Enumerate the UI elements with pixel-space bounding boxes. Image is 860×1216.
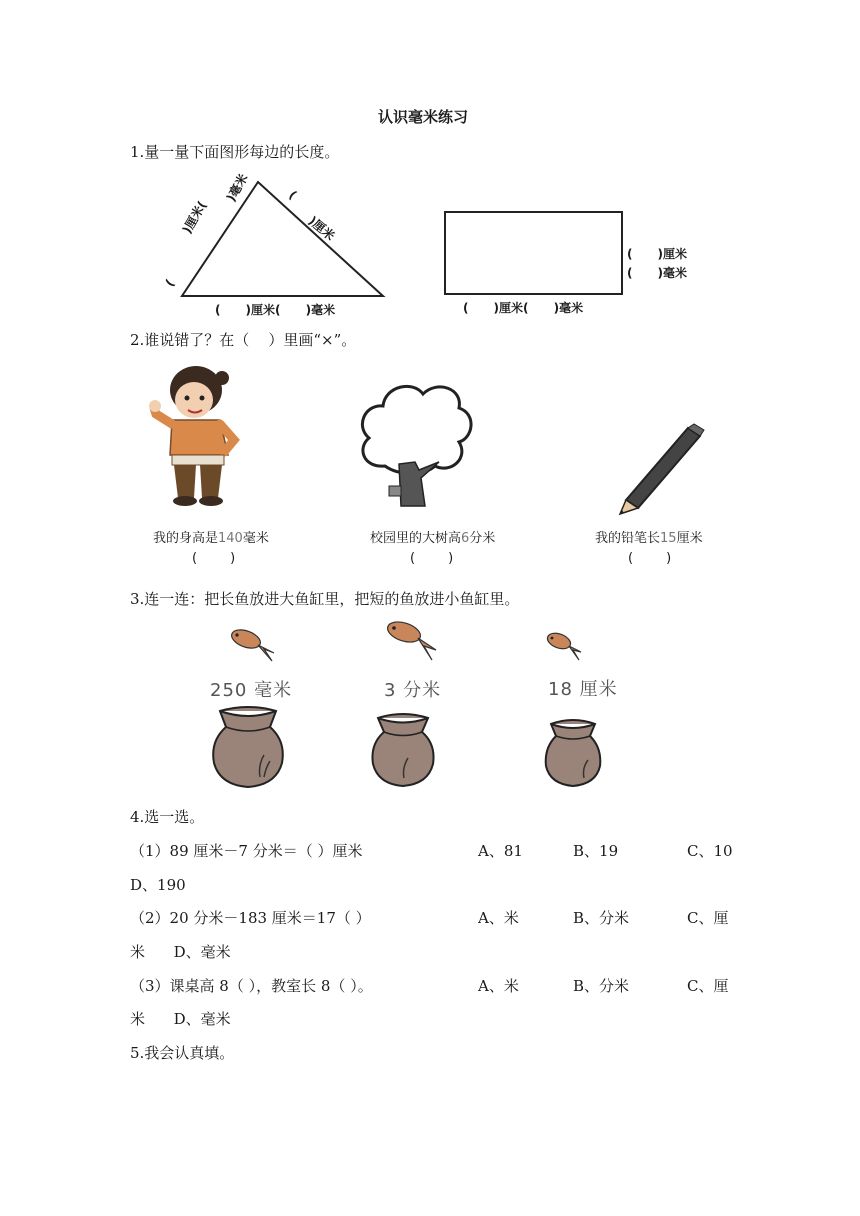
caption-text: 我的身高是 xyxy=(153,531,219,546)
tri-top-label: )毫米 xyxy=(223,171,251,204)
q4-item-3-option-a: A、米 xyxy=(478,977,519,995)
page-title: 认识毫米练习 xyxy=(378,108,469,126)
tri-right-paren-a: ( xyxy=(286,187,300,203)
question-4: 4.选一选。 xyxy=(130,808,205,826)
question-5: 5.我会认真填。 xyxy=(130,1044,235,1062)
q4-item-3-option-d: 米 D、毫米 xyxy=(130,1010,231,1028)
answer-paren-pencil: ( ) xyxy=(628,551,672,566)
caption-unit: 毫米 xyxy=(242,531,269,546)
fish-icon xyxy=(228,625,278,665)
fish-icon xyxy=(384,618,438,664)
rect-right-label-1: ( )厘米 xyxy=(627,247,688,261)
question-3: 3.连一连：把长鱼放进大鱼缸里，把短的鱼放进小鱼缸里。 xyxy=(130,590,520,608)
q4-item-1-option-a: A、81 xyxy=(478,842,523,860)
fishbowl-medium-icon xyxy=(368,712,438,788)
question-1: 1.量一量下面图形每边的长度。 xyxy=(130,143,340,161)
q4-item-3-option-c: C、厘 xyxy=(687,977,729,995)
q4-item-2-option-c: C、厘 xyxy=(687,909,729,927)
caption-number: 15 xyxy=(660,531,677,546)
fishbowl-small-icon xyxy=(542,718,604,788)
q4-item-1-option-d: D、190 xyxy=(130,876,186,894)
rectangle-figure xyxy=(445,212,622,294)
question-2: 2.谁说错了？在（ ）里画“×”。 xyxy=(130,331,357,349)
tri-left-paren-a: ( xyxy=(162,276,178,290)
caption-unit: 分米 xyxy=(469,531,496,546)
q4-item-2-option-a: A、米 xyxy=(478,909,519,927)
caption-number: 140 xyxy=(218,531,243,546)
fish-icon xyxy=(545,630,585,664)
tri-left-label: )厘米( xyxy=(179,198,210,236)
q4-item-1: （1）89 厘米－7 分米＝（ ）厘米 xyxy=(130,842,363,860)
fish-label-3: 18 厘米 xyxy=(548,679,618,700)
tri-bottom-label: ( )厘米( )毫米 xyxy=(215,303,336,317)
pencil-illustration xyxy=(612,420,712,520)
fishbowl-large-icon xyxy=(208,705,288,789)
rect-right-label-2: ( )毫米 xyxy=(627,266,688,280)
fish-label-1: 250 毫米 xyxy=(210,680,293,701)
q4-item-3-option-b: B、分米 xyxy=(573,977,630,995)
tri-right-label: )厘米 xyxy=(305,213,338,244)
caption-number: 6 xyxy=(461,531,470,546)
rect-bottom-label: ( )厘米( )毫米 xyxy=(463,301,584,315)
caption-text: 校园里的大树高 xyxy=(370,531,462,546)
q4-item-1-option-b: B、19 xyxy=(573,842,619,860)
caption-text: 我的铅笔长 xyxy=(595,531,661,546)
q4-item-1-option-c: C、10 xyxy=(687,842,733,860)
caption-tree xyxy=(370,527,495,546)
q4-item-2-option-b: B、分米 xyxy=(573,909,630,927)
boy-illustration xyxy=(150,360,250,510)
q4-item-2-option-d: 米 D、毫米 xyxy=(130,943,231,961)
tree-illustration xyxy=(355,378,475,508)
q4-item-2: （2）20 分米－183 厘米＝17（ ） xyxy=(130,909,371,927)
caption-pencil xyxy=(595,527,703,546)
caption-unit: 厘米 xyxy=(676,531,703,546)
answer-paren-boy: ( ) xyxy=(192,551,236,566)
answer-paren-tree: ( ) xyxy=(410,551,454,566)
q4-item-3: （3）课桌高 8（ ），教室长 8（ ）。 xyxy=(130,977,373,995)
fish-label-2: 3 分米 xyxy=(384,680,442,701)
caption-boy xyxy=(153,527,269,546)
